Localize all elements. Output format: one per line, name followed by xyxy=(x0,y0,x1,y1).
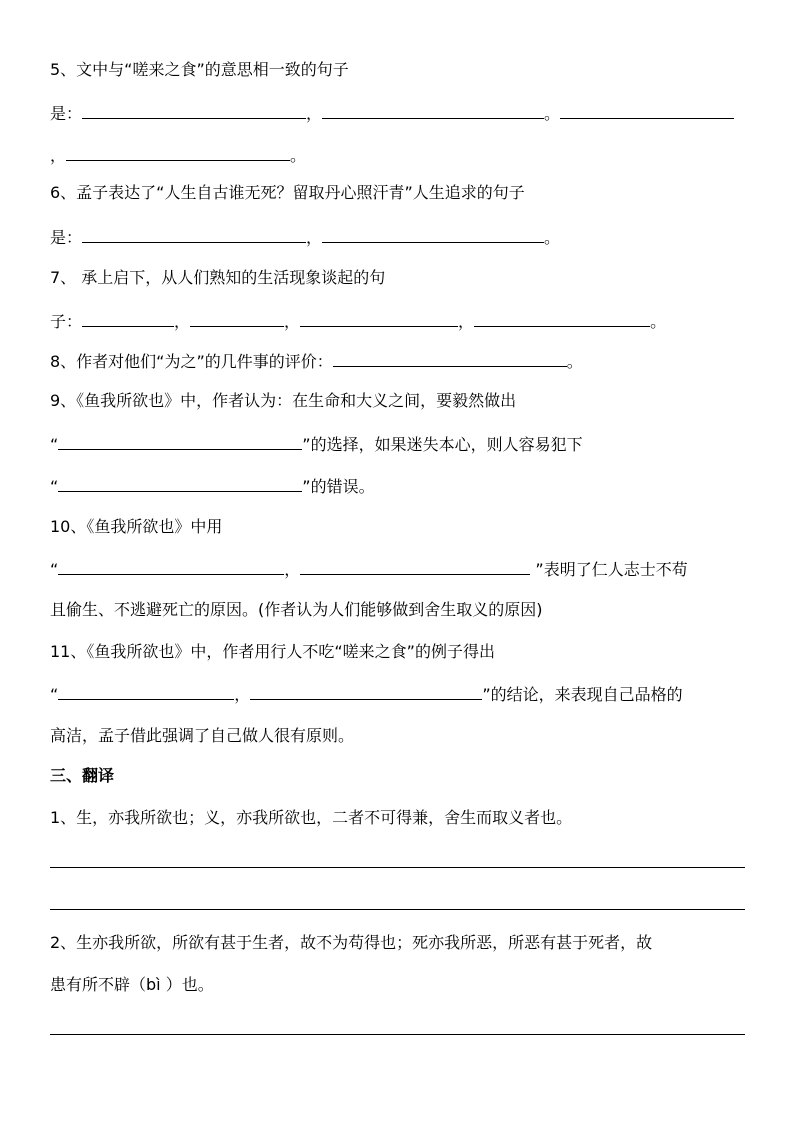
separator: 。 xyxy=(566,352,583,371)
answer-blank[interactable] xyxy=(82,101,306,119)
question-5-answer-line xyxy=(50,101,734,125)
answer-blank[interactable] xyxy=(190,309,284,327)
answer-prefix: 子： xyxy=(50,312,83,331)
answer-prefix: 是： xyxy=(50,104,83,123)
open-quote: “ xyxy=(50,685,59,704)
separator: ， xyxy=(306,104,323,123)
answer-blank[interactable] xyxy=(300,309,458,327)
question-8-prompt: 8、作者对他们“为之”的几件事的评价： xyxy=(50,352,333,371)
separator: ， xyxy=(50,146,67,165)
answer-blank[interactable] xyxy=(58,557,284,575)
separator: 。 xyxy=(544,228,561,247)
answer-blank[interactable] xyxy=(58,682,234,700)
answer-blank[interactable] xyxy=(560,101,734,119)
section-3-heading: 三、翻译 xyxy=(50,766,115,785)
separator: ， xyxy=(284,560,301,579)
question-11-answer-line xyxy=(50,682,683,706)
separator: ， xyxy=(458,312,475,331)
question-10-answer-line xyxy=(50,557,688,581)
answer-blank[interactable] xyxy=(333,349,567,367)
answer-blank[interactable] xyxy=(300,557,530,575)
answer-blank[interactable] xyxy=(474,309,650,327)
question-6-prompt: 6、孟子表达了“人生自古谁无死？留取丹心照汗青”人生追求的句子 xyxy=(50,183,525,202)
question-5-answer-line-2 xyxy=(50,143,306,167)
separator: ， xyxy=(234,685,251,704)
question-9-answer-line-2 xyxy=(50,474,375,498)
open-quote: “ xyxy=(50,435,59,454)
question-9-mid-text: ”的选择，如果迷失本心，则人容易犯下 xyxy=(302,435,583,454)
answer-blank[interactable] xyxy=(66,143,290,161)
separator: ， xyxy=(284,312,301,331)
question-7-prompt: 7、 承上启下，从人们熟知的生活现象谈起的句 xyxy=(50,268,386,287)
open-quote: “ xyxy=(50,560,59,579)
question-11-line-3: 高洁，孟子借此强调了自己做人很有原则。 xyxy=(50,726,355,745)
answer-blank[interactable] xyxy=(58,432,302,450)
question-9-answer-line xyxy=(50,432,583,456)
answer-blank[interactable] xyxy=(58,474,302,492)
answer-blank[interactable] xyxy=(82,309,174,327)
answer-prefix: 是： xyxy=(50,228,83,247)
answer-blank[interactable] xyxy=(250,682,482,700)
question-9-end-text: ”的错误。 xyxy=(302,477,375,496)
question-11-end-text: ”的结论，来表现自己品格的 xyxy=(482,685,683,704)
separator: 。 xyxy=(544,104,561,123)
question-8-line xyxy=(50,349,583,373)
separator: ， xyxy=(174,312,191,331)
question-7-answer-line xyxy=(50,309,666,333)
question-9-prompt: 9、《鱼我所欲也》中，作者认为：在生命和大义之间，要毅然做出 xyxy=(50,391,517,410)
answer-blank[interactable] xyxy=(322,225,544,243)
open-quote: “ xyxy=(50,477,59,496)
translation-2-text-line-2: 患有所不辟（bì ）也。 xyxy=(50,975,214,994)
separator: 。 xyxy=(290,146,307,165)
translation-2-answer-rule[interactable] xyxy=(50,1034,745,1035)
answer-blank[interactable] xyxy=(322,101,544,119)
separator: 。 xyxy=(650,312,667,331)
question-10-line-3: 且偷生、不逃避死亡的原因。(作者认为人们能够做到舍生取义的原因) xyxy=(50,600,543,619)
answer-blank[interactable] xyxy=(82,225,306,243)
question-5-prompt: 5、文中与“嗟来之食”的意思相一致的句子 xyxy=(50,60,349,79)
translation-1-text: 1、生，亦我所欲也；义，亦我所欲也，二者不可得兼，舍生而取义者也。 xyxy=(50,808,573,827)
question-6-answer-line xyxy=(50,225,560,249)
question-10-prompt: 10、《鱼我所欲也》中用 xyxy=(50,517,223,536)
question-10-end-text: ”表明了仁人志士不苟 xyxy=(530,560,688,579)
translation-1-answer-rule[interactable] xyxy=(50,909,745,910)
translation-1-answer-rule[interactable] xyxy=(50,867,745,868)
question-11-prompt: 11、《鱼我所欲也》中，作者用行人不吃“嗟来之食”的例子得出 xyxy=(50,642,495,661)
translation-2-text-line-1: 2、生亦我所欲，所欲有甚于生者，故不为苟得也；死亦我所恶，所恶有甚于死者，故 xyxy=(50,933,653,952)
separator: ， xyxy=(306,228,323,247)
